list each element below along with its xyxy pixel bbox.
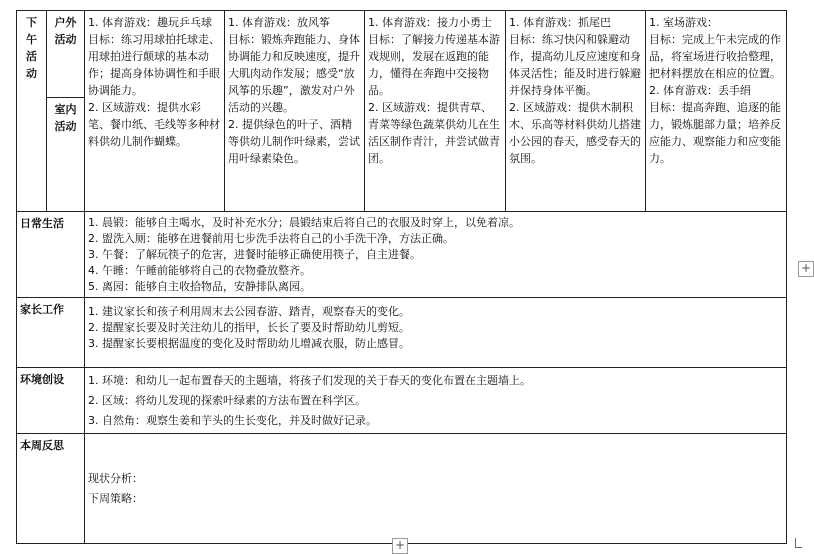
parents-label: 家长工作 <box>17 298 85 368</box>
environment-cell[interactable] <box>85 368 787 434</box>
outdoor-label: 户外活动 <box>54 16 77 46</box>
daily-life-line-4: 4. 午睡：午睡前能够将自己的衣物叠放整齐。 <box>88 264 311 277</box>
day-4-line-2: 目标：练习快闪和躲避动作，提高幼儿反应速度和身体灵活性；能及时进行躲避并保持身体平衡。 <box>509 33 641 97</box>
afternoon-day-2-cell[interactable] <box>225 11 365 212</box>
daily-life-line-3: 3. 午餐：了解玩筷子的危害，进餐时能够正确使用筷子，自主进餐。 <box>88 248 421 261</box>
reflection-cell[interactable] <box>85 434 787 544</box>
daily-life-line-1: 1. 晨锻：能够自主喝水，及时补充水分；晨锻结束后将自己的衣服及时穿上，以免着凉。 <box>88 216 520 229</box>
parents-row <box>17 298 787 368</box>
daily-life-line-5: 5. 离园：能够自主收拾物品，安静排队离园。 <box>88 280 311 293</box>
reflection-label: 本周反思 <box>17 434 85 544</box>
table-resize-handle[interactable] <box>795 538 802 548</box>
day-2-line-1: 1. 体育游戏：放风筝 <box>228 16 330 29</box>
afternoon-day-1-cell[interactable] <box>85 11 225 212</box>
day-3-line-1: 1. 体育游戏：接力小勇士 <box>368 16 492 29</box>
day-4-line-3: 2. 区域游戏：提供木制积木、乐高等材料供幼儿搭建小公园的春天，感受春天的氛围。 <box>509 101 641 165</box>
day-4-line-1: 1. 体育游戏：抓尾巴 <box>509 16 611 29</box>
day-5-line-1: 1. 室场游戏： <box>649 16 718 29</box>
afternoon-day-5-cell[interactable] <box>646 11 787 212</box>
weekly-plan-table <box>16 10 787 544</box>
outdoor-label-cell <box>47 11 85 98</box>
afternoon-day-3-cell[interactable] <box>365 11 506 212</box>
afternoon-label-cell <box>17 11 47 212</box>
parents-line-2: 2. 提醒家长要及时关注幼儿的指甲，长长了要及时帮助幼儿剪短。 <box>88 321 410 334</box>
parents-cell[interactable] <box>85 298 787 368</box>
afternoon-day-4-cell[interactable] <box>506 11 646 212</box>
daily-life-label: 日常生活 <box>17 212 85 298</box>
day-3-line-2: 目标：了解接力传递基本游戏规则，发展在返跑的能力，懂得在奔跑中交接物品。 <box>368 33 500 97</box>
reflection-row <box>17 434 787 544</box>
day-1-line-3: 2. 区域游戏：提供水彩笔、餐巾纸、毛线等多种材料供幼儿制作蝴蝶。 <box>88 101 220 148</box>
environment-label: 环境创设 <box>17 368 85 434</box>
environment-line-3: 3. 自然角：观察生姜和芋头的生长变化，并及时做好记录。 <box>88 414 377 427</box>
environment-row <box>17 368 787 434</box>
day-5-line-2: 目标：完成上午未完成的作品，将室场进行收拾整理，把材料摆放在相应的位置。 <box>649 33 781 80</box>
indoor-label: 室内活动 <box>54 103 77 133</box>
reflection-strategy: 下周策略： <box>88 492 143 505</box>
day-1-line-2: 目标：练习用球拍托球走、用球拍进行颠球的基本动作；提高身体协调性和手眼协调能力。 <box>88 33 220 97</box>
afternoon-outdoor-row <box>17 11 787 98</box>
day-2-line-2: 目标：锻炼奔跑能力、身体协调能力和反映速度，提升大肌肉动作发展；感受“放风筝的乐趣”，激发对户外活动的兴趣。 <box>228 33 360 114</box>
indoor-label-cell <box>47 98 85 212</box>
day-5-line-4: 目标：提高奔跑、追逐的能力，锻炼腿部力量；培养反应能力、观察能力和应变能力。 <box>649 101 781 165</box>
reflection-analysis: 现状分析： <box>88 472 143 485</box>
day-5-line-3: 2. 体育游戏：丢手绢 <box>649 84 751 97</box>
add-row-button[interactable]: + <box>392 538 408 554</box>
afternoon-label: 下午活动 <box>26 16 37 80</box>
environment-line-2: 2. 区域：将幼儿发现的探索叶绿素的方法布置在科学区。 <box>88 394 366 407</box>
day-1-line-1: 1. 体育游戏：趣玩乒乓球 <box>88 16 212 29</box>
parents-line-3: 3. 提醒家长要根据温度的变化及时帮助幼儿增减衣服，防止感冒。 <box>88 337 410 350</box>
daily-life-row <box>17 212 787 298</box>
day-3-line-3: 2. 区域游戏：提供青草、青菜等绿色蔬菜供幼儿在生活区制作青汁，并尝试做青团。 <box>368 101 500 165</box>
day-2-line-3: 2. 提供绿色的叶子、酒精等供幼儿制作叶绿素，尝试用叶绿素染色。 <box>228 118 360 165</box>
add-column-button[interactable]: + <box>798 261 814 277</box>
environment-line-1: 1. 环境：和幼儿一起布置春天的主题墙，将孩子们发现的关于春天的变化布置在主题墙上。 <box>88 374 531 387</box>
daily-life-cell[interactable] <box>85 212 787 298</box>
parents-line-1: 1. 建议家长和孩子利用周末去公园春游、踏青，观察春天的变化。 <box>88 305 410 318</box>
daily-life-line-2: 2. 盥洗入厕：能够在进餐前用七步洗手法将自己的小手洗干净，方法正确。 <box>88 232 454 245</box>
